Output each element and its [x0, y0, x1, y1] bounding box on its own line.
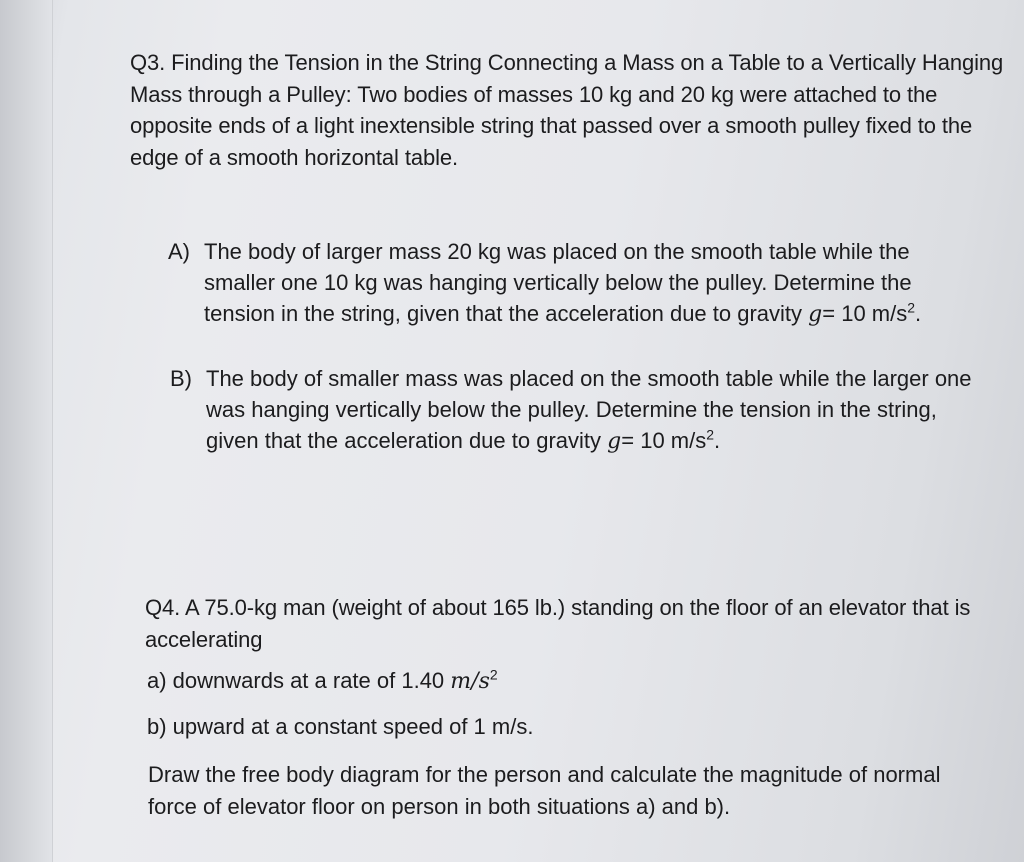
part-a-body	[204, 236, 968, 330]
question-3-part-b	[170, 363, 980, 457]
part-a-g-value: = 10 m/s	[822, 301, 908, 326]
part-a-exponent: 2	[907, 299, 916, 316]
part-a-letter: A)	[168, 239, 190, 264]
question-4-instruction: Draw the free body diagram for the person and calculate the magnitude of normal force of elevator floor on person in both situations a) and b).	[148, 762, 941, 819]
item-a-unit: m/s	[450, 669, 490, 694]
part-b-letter: B)	[170, 366, 192, 391]
part-b-g-symbol: g	[607, 429, 622, 454]
item-a-text: a) downwards at a rate of 1.40	[147, 668, 445, 693]
part-a-end: .	[915, 301, 922, 326]
question-4-item-a	[147, 668, 498, 694]
part-a-g-symbol: g	[808, 302, 823, 327]
part-b-text: The body of smaller mass was placed on the smooth table while the larger one was hanging vertically below the pulley. Determine the tension in the string, given that the acceleration due to gravity	[206, 366, 972, 453]
part-b-body	[206, 363, 980, 457]
part-b-exponent: 2	[706, 426, 715, 443]
question-4-item-b: b) upward at a constant speed of 1 m/s.	[147, 714, 534, 739]
part-a-text: The body of larger mass 20 kg was placed on the smooth table while the smaller one 10 kg was hanging vertically below the pulley. Determine the tension in the string, given that the acceleration due to gravity	[204, 239, 912, 326]
question-3-text: Q3. Finding the Tension in the String Connecting a Mass on a Table to a Vertically Hanging Mass through a Pulley: Two bodies of masses 10 kg and 20 kg were attached to the opposite ends of a light inextensible string that passed over a smooth pulley fixed to the edge of a smooth horizontal table.	[130, 50, 1004, 170]
page-edge	[0, 0, 53, 862]
question-4-text: Q4. A 75.0-kg man (weight of about 165 lb.) standing on the floor of an elevator that is accelerating	[145, 595, 971, 652]
item-a-exponent: 2	[489, 666, 498, 683]
part-b-g-value: = 10 m/s	[621, 428, 707, 453]
part-b-end: .	[714, 428, 721, 453]
question-3-part-a	[168, 236, 968, 330]
